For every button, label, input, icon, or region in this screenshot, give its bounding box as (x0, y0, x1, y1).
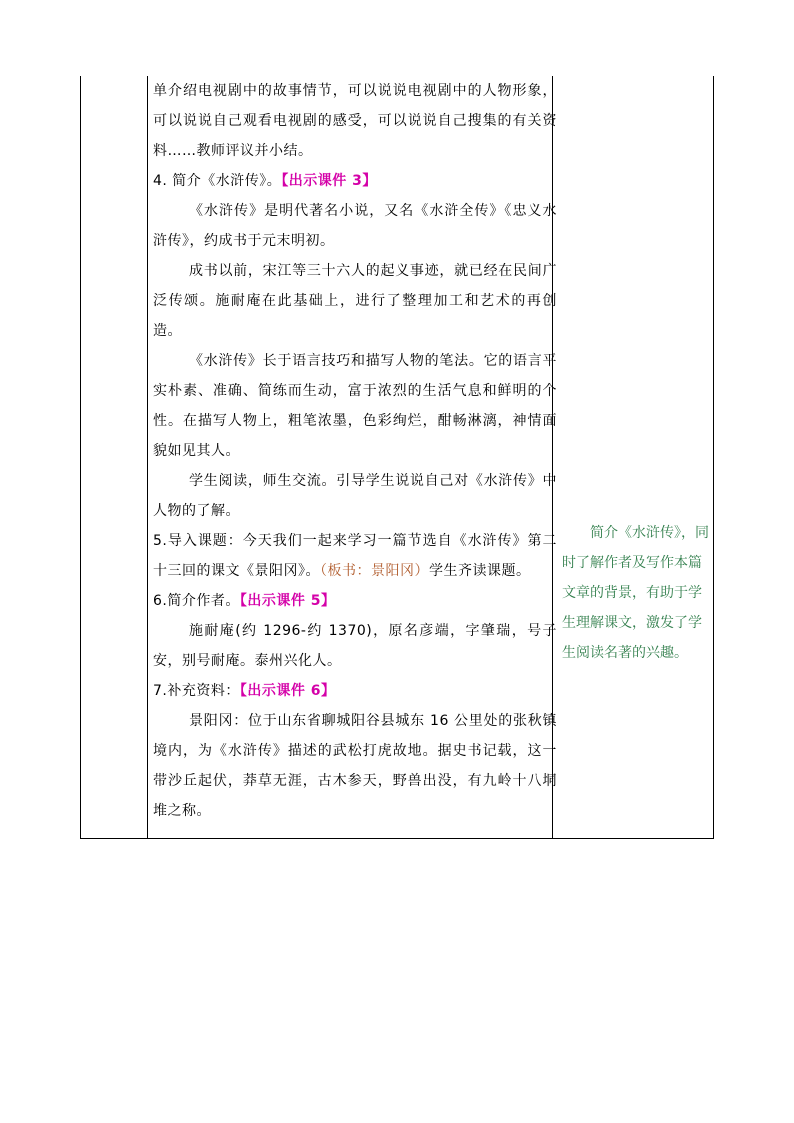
heading-step-4 (153, 166, 557, 196)
lesson-plan-table (80, 76, 714, 839)
table-border-bottom (80, 838, 714, 839)
paragraph-book-intro: 《水浒传》是明代著名小说，又名《水浒全传》《忠义水浒传》，约成书于元末明初。 (153, 203, 557, 249)
courseware-tag-6: 【出示课件 6】 (239, 683, 336, 699)
table-border-left (80, 76, 81, 839)
step-4-text: 4. 简介《水浒传》。 (153, 173, 282, 189)
table-divider-1 (147, 76, 148, 839)
step-5-text-end: 学生齐读课题。 (429, 563, 531, 579)
paragraph-book-origin: 成书以前，宋江等三十六人的起义事迹，就已经在民间广泛传颂。施耐庵在此基础上，进行了整理加工和艺术的再创造。 (153, 263, 557, 339)
paragraph-author: 施耐庵(约 1296-约 1370)，原名彦端，字肇瑞，号子安，别号耐庵。泰州兴化人。 (153, 623, 557, 669)
courseware-tag-3: 【出示课件 3】 (281, 173, 377, 189)
heading-step-6 (153, 586, 557, 616)
design-intent-column (562, 518, 712, 668)
paragraph-jingyanggang: 景阳冈：位于山东省聊城阳谷县城东 16 公里处的张秋镇境内，为《水浒传》描述的武松打虎故地。据史书记载，这一带沙丘起伏，莽草无涯，古木参天，野兽出没，有九岭十八垌堆之称。 (153, 713, 557, 819)
step-5-text: 5.导入课题：今天我们一起来学习一篇节选自《水浒传》第二十三回的课文《景阳冈》。 (153, 533, 557, 579)
step-6-text: 6.简介作者。 (153, 593, 240, 609)
board-note: （板书：景阳冈） (320, 563, 429, 579)
table-border-right (713, 76, 714, 839)
step-7-text: 7.补充资料： (153, 683, 240, 699)
heading-step-5 (153, 526, 557, 586)
paragraph-intro: 单介绍电视剧中的故事情节，可以说说电视剧中的人物形象，可以说说自己观看电视剧的感受，可以说说自己搜集的有关资料……教师评议并小结。 (153, 83, 557, 159)
paragraph-book-style: 《水浒传》长于语言技巧和描写人物的笔法。它的语言平实朴素、准确、简练而生动，富于浓烈的生活气息和鲜明的个性。在描写人物上，粗笔浓墨，色彩绚烂，酣畅淋漓，神情面貌如见其人。 (153, 353, 557, 459)
teaching-process-column (153, 76, 557, 826)
design-intent-note: 简介《水浒传》，同时了解作者及写作本篇文章的背景，有助于学生理解课文，激发了学生阅读名著的兴趣。 (562, 525, 709, 661)
courseware-tag-5: 【出示课件 5】 (239, 593, 336, 609)
heading-step-7 (153, 676, 557, 706)
paragraph-student-reading: 学生阅读，师生交流。引导学生说说自己对《水浒传》中人物的了解。 (153, 473, 557, 519)
